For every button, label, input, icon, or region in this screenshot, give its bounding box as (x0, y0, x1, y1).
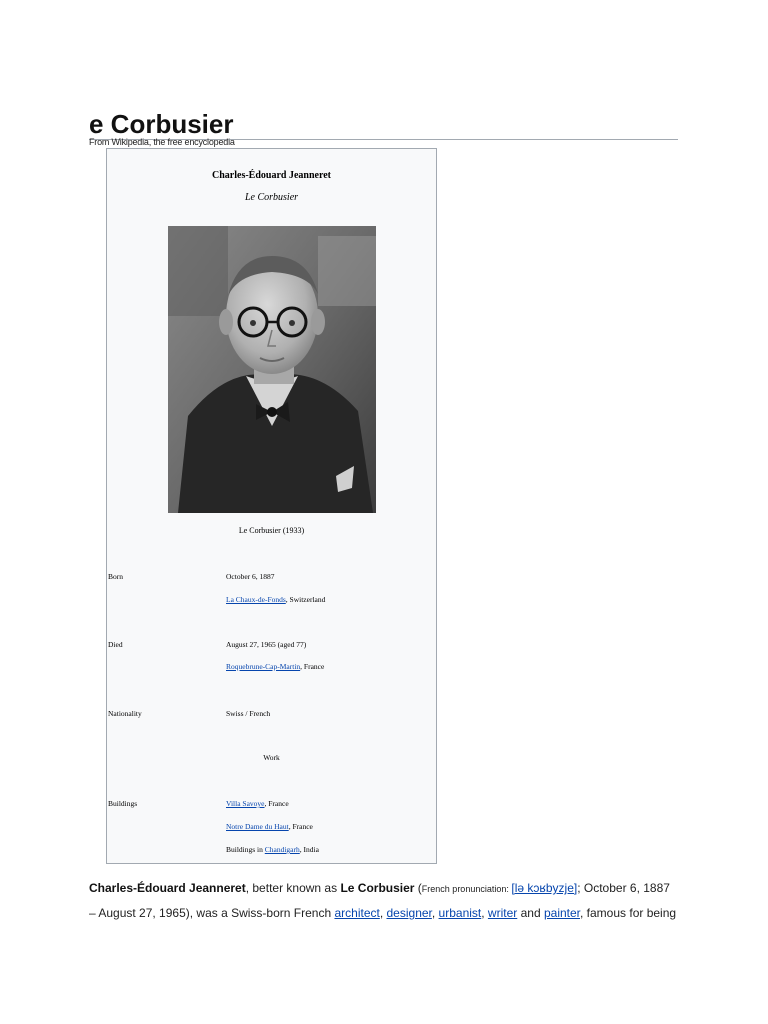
villa-savoye-link[interactable]: Villa Savoye (226, 799, 265, 808)
buildings-label: Buildings (108, 799, 138, 808)
subject-name: Charles-Édouard Jeanneret (89, 881, 246, 895)
born-place-link[interactable]: La Chaux-de-Fonds (226, 595, 286, 604)
subject-alias: Le Corbusier (340, 881, 415, 895)
separator: and (517, 906, 544, 920)
designer-link[interactable]: designer (386, 906, 432, 920)
lead-line-2 (89, 901, 689, 925)
building-item (226, 845, 319, 854)
born-place-country: , Switzerland (285, 595, 326, 604)
separator: , (431, 906, 439, 920)
born-label: Born (108, 572, 123, 581)
born-place (226, 595, 325, 604)
portrait-photo[interactable] (168, 226, 376, 513)
infobox-name: Charles-Édouard Jeanneret (212, 170, 331, 181)
building-country: , India (299, 845, 319, 854)
chandigarh-link[interactable]: Chandigarh (264, 845, 300, 854)
lead-text: , famous for being (580, 906, 677, 920)
lead-text: , better known as (245, 881, 341, 895)
painter-link[interactable]: painter (543, 906, 580, 920)
building-prefix: Buildings in (226, 845, 265, 854)
notre-dame-du-haut-link[interactable]: Notre Dame du Haut (226, 822, 289, 831)
nationality-label: Nationality (108, 709, 142, 718)
article-lead-paragraph (89, 876, 689, 925)
died-date: August 27, 1965 (aged 77) (226, 640, 307, 649)
died-label: Died (108, 640, 123, 649)
separator: , (481, 906, 488, 920)
died-place (226, 662, 324, 671)
architect-link[interactable]: architect (334, 906, 380, 920)
born-date: October 6, 1887 (226, 572, 275, 581)
infobox-alias: Le Corbusier (244, 192, 299, 203)
building-country: , France (288, 822, 313, 831)
portrait-caption: Le Corbusier (1933) (238, 526, 305, 535)
work-section-header: Work (263, 753, 280, 762)
building-country: , France (264, 799, 289, 808)
lead-text: ; October 6, 1887 (577, 881, 670, 895)
lead-text: ( (414, 881, 422, 895)
separator: , (379, 906, 387, 920)
building-item (226, 822, 313, 831)
writer-link[interactable]: writer (487, 906, 518, 920)
ipa-link[interactable]: [lə kɔʁbyzje] (511, 881, 578, 895)
page-title: e Corbusier (89, 109, 678, 140)
died-place-link[interactable]: Roquebrune-Cap-Martin (226, 662, 301, 671)
urbanist-link[interactable]: urbanist (438, 906, 482, 920)
pronunciation-label: French pronunciation: (421, 884, 512, 894)
building-item (226, 799, 289, 808)
died-place-country: , France (300, 662, 325, 671)
lead-text: – August 27, 1965), was a Swiss-born French (89, 906, 335, 920)
nationality-value: Swiss / French (226, 709, 271, 718)
site-tagline: From Wikipedia, the free encyclopedia (89, 137, 235, 147)
lead-line-1 (89, 876, 689, 901)
infobox (106, 148, 437, 864)
